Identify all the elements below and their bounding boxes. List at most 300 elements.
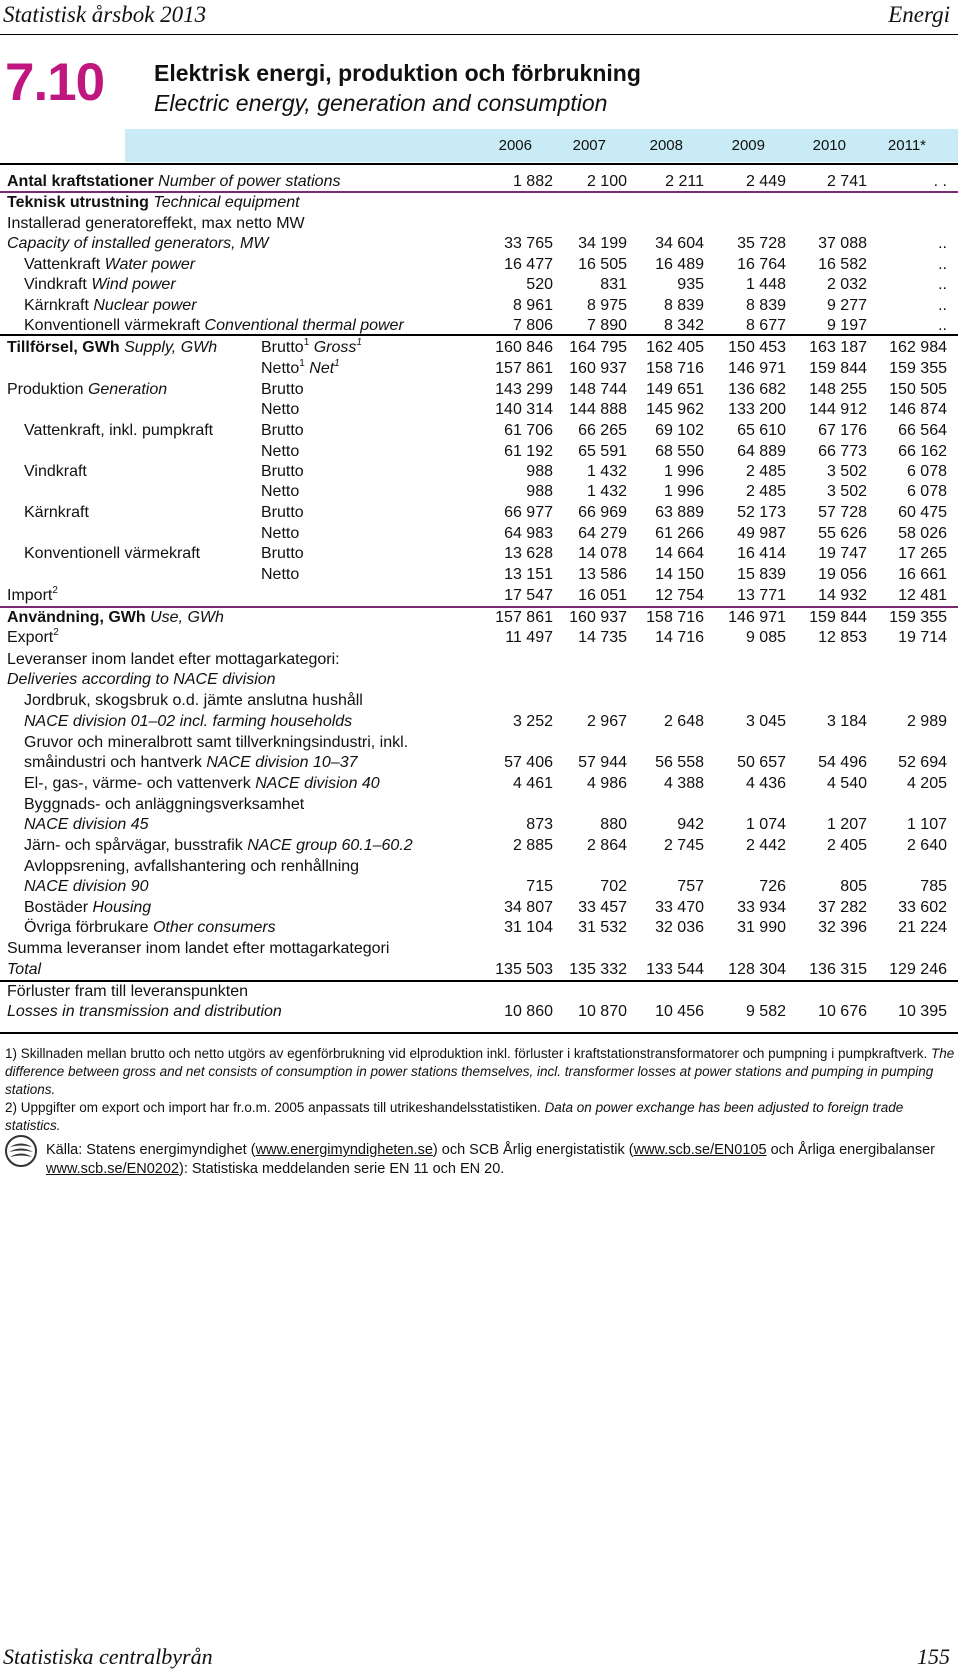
value-cell-2010: 9 277 (826, 297, 867, 314)
row-label (7, 586, 58, 606)
value-cell-2011: 1 107 (906, 816, 947, 833)
row-label (24, 815, 149, 835)
year-2007: 2007 (572, 137, 606, 154)
value-cell-2009: 50 657 (737, 754, 786, 771)
footnote-2 (5, 1099, 955, 1135)
row-label-sv: Vindkraft (24, 463, 87, 480)
table-row (0, 712, 958, 732)
row-label-sv: Teknisk utrustning (7, 194, 149, 211)
value-cell-2011: 129 246 (889, 961, 947, 978)
value-cell-2007: 831 (600, 276, 627, 293)
gross-net-sv: Netto (261, 443, 300, 460)
scb-logo-icon (4, 1134, 38, 1168)
value-cell-2007: 160 937 (569, 360, 627, 377)
value-cell-2007: 14 078 (578, 545, 627, 562)
row-label (7, 214, 305, 234)
table-row (0, 918, 958, 938)
value-cell-2011: 159 355 (889, 609, 947, 626)
value-cell-2006: 8 961 (512, 297, 553, 314)
table-row (0, 359, 958, 379)
value-cell-2006: 33 765 (504, 235, 553, 252)
value-cell-2011: .. (938, 297, 947, 314)
table-row (0, 503, 958, 523)
table-row (0, 524, 958, 544)
table-rule (0, 606, 958, 608)
gross-net-label (261, 400, 299, 420)
value-cell-2008: 56 558 (655, 754, 704, 771)
value-cell-2008: 942 (677, 816, 704, 833)
gross-net-label (261, 338, 362, 358)
row-label (7, 982, 248, 1002)
value-cell-2010: 805 (840, 878, 867, 895)
value-cell-2006: 873 (526, 816, 553, 833)
row-label-sv: El-, gas-, värme- och vattenverk (24, 775, 251, 792)
gross-net-sv: Brutto (261, 422, 304, 439)
gross-net-label (261, 462, 304, 482)
row-label-sv: Installerad generatoreffekt, max netto MW (7, 215, 305, 232)
row-label (24, 316, 404, 336)
row-label-en: NACE division 01–02 incl. farming households (24, 713, 353, 730)
value-cell-2011: 159 355 (889, 360, 947, 377)
row-label-sv: Järn- och spårvägar, busstrafik (24, 837, 243, 854)
value-cell-2009: 1 074 (745, 816, 786, 833)
row-label-sv: Avloppsrening, avfallshantering och renhållning (24, 858, 360, 875)
row-label-sv: Kärnkraft (24, 297, 89, 314)
table-rule (0, 334, 958, 336)
value-cell-2011: 2 989 (906, 713, 947, 730)
table-row (0, 275, 958, 295)
gross-net-label (261, 359, 340, 379)
value-cell-2006: 140 314 (495, 401, 553, 418)
value-cell-2008: 935 (677, 276, 704, 293)
row-label (24, 296, 197, 316)
row-label (7, 172, 340, 192)
row-label-en: Deliveries according to NACE division (7, 671, 276, 688)
gross-net-sv: Brutto (261, 463, 304, 480)
value-cell-2011: 6 078 (906, 463, 947, 480)
row-label (7, 939, 389, 959)
value-cell-2009: 128 304 (728, 961, 786, 978)
page-number: 155 (917, 1644, 950, 1669)
gross-net-sv: Netto (261, 483, 300, 500)
value-cell-2006: 13 628 (504, 545, 553, 562)
table-row (0, 795, 958, 815)
value-cell-2008: 2 745 (663, 837, 704, 854)
row-label-en: Total (7, 961, 42, 978)
row-label (24, 898, 151, 918)
value-cell-2007: 65 591 (578, 443, 627, 460)
row-label (24, 857, 359, 877)
gross-net-sv: Brutto (261, 504, 304, 521)
value-cell-2011: 785 (920, 878, 947, 895)
row-label (24, 691, 363, 711)
row-label-en: NACE division 10–37 (206, 754, 358, 771)
row-label-en: Supply, GWh (124, 339, 218, 356)
value-cell-2011: 4 205 (906, 775, 947, 792)
header-right: Energi (888, 2, 950, 27)
row-label (7, 234, 268, 254)
gross-net-sv: Netto (261, 401, 300, 418)
row-label-en: NACE division 90 (24, 878, 149, 895)
value-cell-2010: 3 184 (826, 713, 867, 730)
gross-net-label (261, 524, 299, 544)
value-cell-2007: 7 890 (586, 317, 627, 334)
value-cell-2008: 12 754 (655, 587, 704, 604)
table-row (0, 255, 958, 275)
table-row (0, 960, 958, 980)
row-label-en: Losses in transmission and distribution (7, 1003, 282, 1020)
table-row (0, 753, 958, 773)
value-cell-2011: . . (933, 173, 947, 190)
value-cell-2010: 2 741 (826, 173, 867, 190)
value-cell-2006: 17 547 (504, 587, 553, 604)
table-row (0, 316, 958, 336)
row-label-sv: Produktion (7, 381, 84, 398)
row-label-sv: småindustri och hantverk (24, 754, 202, 771)
value-cell-2006: 3 252 (512, 713, 553, 730)
value-cell-2010: 2 032 (826, 276, 867, 293)
value-cell-2006: 1 882 (512, 173, 553, 190)
footnote-ref: 2 (53, 626, 59, 638)
table-row (0, 650, 958, 670)
value-cell-2009: 150 453 (728, 339, 786, 356)
value-cell-2008: 33 470 (655, 899, 704, 916)
value-cell-2009: 136 682 (728, 381, 786, 398)
row-label (7, 608, 224, 628)
value-cell-2009: 133 200 (728, 401, 786, 418)
value-cell-2007: 57 944 (578, 754, 627, 771)
row-label-en: Other consumers (152, 919, 276, 936)
value-cell-2011: 12 481 (898, 587, 947, 604)
table-row (0, 608, 958, 628)
title-swedish: Elektrisk energi, produktion och förbrukning (154, 60, 641, 86)
value-cell-2006: 4 461 (512, 775, 553, 792)
value-cell-2007: 10 870 (578, 1003, 627, 1020)
value-cell-2009: 35 728 (737, 235, 786, 252)
value-cell-2010: 19 056 (818, 566, 867, 583)
value-cell-2010: 12 853 (818, 629, 867, 646)
value-cell-2007: 31 532 (578, 919, 627, 936)
table-row (0, 1002, 958, 1022)
footnote-1-en: The difference between gross and net consists of consumption in power stations themselves, incl. transformer losses at power stations and pumping in pumping stations. (5, 1046, 955, 1097)
value-cell-2009: 146 971 (728, 360, 786, 377)
value-cell-2009: 2 485 (745, 463, 786, 480)
source-text-1: Källa: Statens energimyndighet ( (46, 1142, 256, 1158)
table-row (0, 982, 958, 1002)
value-cell-2009: 2 442 (745, 837, 786, 854)
value-cell-2006: 13 151 (504, 566, 553, 583)
value-cell-2010: 57 728 (818, 504, 867, 521)
value-cell-2006: 10 860 (504, 1003, 553, 1020)
value-cell-2007: 702 (600, 878, 627, 895)
value-cell-2006: 715 (526, 878, 553, 895)
value-cell-2010: 148 255 (809, 381, 867, 398)
footnote-ref: 1 (334, 357, 340, 369)
value-cell-2006: 61 192 (504, 443, 553, 460)
row-label-sv: Import (7, 587, 53, 604)
value-cell-2011: 60 475 (898, 504, 947, 521)
value-cell-2010: 163 187 (809, 339, 867, 356)
value-cell-2008: 757 (677, 878, 704, 895)
row-label-sv: Konventionell värmekraft (24, 317, 201, 334)
value-cell-2010: 66 773 (818, 443, 867, 460)
value-cell-2008: 162 405 (646, 339, 704, 356)
value-cell-2008: 16 489 (655, 256, 704, 273)
value-cell-2008: 1 996 (663, 483, 704, 500)
row-label-sv: Leveranser inom landet efter mottagarkategori: (7, 651, 340, 668)
value-cell-2006: 7 806 (512, 317, 553, 334)
value-cell-2009: 146 971 (728, 609, 786, 626)
row-label-sv: Export (7, 629, 54, 646)
row-label-sv: Konventionell värmekraft (24, 545, 201, 562)
table-rule (0, 191, 958, 193)
value-cell-2008: 63 889 (655, 504, 704, 521)
gross-net-en: Gross (313, 339, 357, 356)
row-label-en: NACE group 60.1–60.2 (247, 837, 413, 854)
value-cell-2007: 66 265 (578, 422, 627, 439)
table-row (0, 482, 958, 502)
value-cell-2006: 11 497 (505, 629, 553, 646)
value-cell-2010: 37 088 (818, 235, 867, 252)
row-label-sv: Summa leveranser inom landet efter mottagarkategori (7, 940, 390, 957)
value-cell-2008: 34 604 (655, 235, 704, 252)
value-cell-2007: 880 (600, 816, 627, 833)
value-cell-2011: 66 162 (898, 443, 947, 460)
year-2011: 2011* (887, 137, 926, 154)
value-cell-2008: 158 716 (646, 609, 704, 626)
row-label (24, 275, 176, 295)
row-label-en: Housing (92, 899, 152, 916)
value-cell-2010: 54 496 (818, 754, 867, 771)
table-row (0, 815, 958, 835)
row-label (24, 462, 87, 482)
table-row (0, 193, 958, 213)
row-label (7, 960, 41, 980)
row-label-sv: Antal kraftstationer (7, 173, 154, 190)
value-cell-2006: 157 861 (495, 609, 553, 626)
value-cell-2008: 8 839 (663, 297, 704, 314)
value-cell-2011: 150 505 (889, 381, 947, 398)
value-cell-2006: 34 807 (504, 899, 553, 916)
table-row (0, 733, 958, 753)
value-cell-2007: 13 586 (578, 566, 627, 583)
value-cell-2008: 2 211 (665, 173, 704, 190)
value-cell-2010: 2 405 (826, 837, 867, 854)
value-cell-2011: 146 874 (889, 401, 947, 418)
table-row (0, 836, 958, 856)
value-cell-2009: 2 485 (745, 483, 786, 500)
value-cell-2010: 144 912 (809, 401, 867, 418)
gross-net-sv: Netto (261, 525, 300, 542)
table-row (0, 442, 958, 462)
value-cell-2007: 2 100 (586, 173, 627, 190)
gross-net-label (261, 565, 299, 585)
row-label (24, 836, 413, 856)
value-cell-2008: 8 342 (663, 317, 704, 334)
row-label (7, 338, 217, 358)
gross-net-label (261, 482, 299, 502)
value-cell-2006: 61 706 (504, 422, 553, 439)
table-row (0, 214, 958, 234)
value-cell-2011: 33 602 (898, 899, 947, 916)
row-label (24, 918, 276, 938)
value-cell-2011: 66 564 (898, 422, 947, 439)
value-cell-2008: 14 150 (655, 566, 704, 583)
row-label-sv: Bostäder (24, 899, 89, 916)
value-cell-2009: 15 839 (737, 566, 786, 583)
footnote-2-sv: 2) Uppgifter om export och import har fr.o.m. 2005 anpassats till utrikeshandelsstatistiken. (5, 1100, 541, 1115)
value-cell-2007: 8 975 (586, 297, 627, 314)
row-label (24, 544, 200, 564)
value-cell-2006: 31 104 (504, 919, 553, 936)
value-cell-2011: 21 224 (898, 919, 947, 936)
table-row (0, 380, 958, 400)
value-cell-2009: 52 173 (737, 504, 786, 521)
row-label-en: Use, GWh (150, 609, 224, 626)
value-cell-2010: 10 676 (818, 1003, 867, 1020)
header-left: Statistisk årsbok 2013 (3, 2, 207, 27)
gross-net-en: Net (309, 360, 335, 377)
value-cell-2006: 143 299 (495, 381, 553, 398)
value-cell-2011: 58 026 (898, 525, 947, 542)
value-cell-2007: 4 986 (586, 775, 627, 792)
table-number: 7.10 (5, 53, 105, 112)
row-label (24, 421, 213, 441)
row-label-en: Nuclear power (93, 297, 197, 314)
value-cell-2007: 135 332 (569, 961, 627, 978)
value-cell-2008: 61 266 (655, 525, 704, 542)
source-note (46, 1141, 951, 1179)
source-link-en0105[interactable]: www.scb.se/EN0105 (633, 1142, 767, 1158)
value-cell-2008: 14 664 (655, 545, 704, 562)
table-rule (0, 980, 958, 982)
table-row (0, 628, 958, 648)
gross-net-label (261, 380, 304, 400)
row-label-en: Technical equipment (153, 194, 300, 211)
value-cell-2009: 2 449 (745, 173, 786, 190)
value-cell-2007: 16 505 (578, 256, 627, 273)
row-label-en: Water power (104, 256, 196, 273)
value-cell-2007: 2 864 (586, 837, 627, 854)
value-cell-2007: 14 735 (578, 629, 627, 646)
year-2010: 2010 (812, 137, 846, 154)
value-cell-2006: 988 (526, 483, 553, 500)
row-label-sv: Byggnads- och anläggningsverksamhet (24, 796, 305, 813)
footer-publisher: Statistiska centralbyrån (3, 1644, 213, 1669)
value-cell-2010: 16 582 (818, 256, 867, 273)
row-label (7, 670, 276, 690)
value-cell-2009: 4 436 (745, 775, 786, 792)
footnote-2-en: Data on power exchange has been adjusted to foreign trade statistics. (5, 1100, 904, 1133)
value-cell-2009: 8 677 (745, 317, 786, 334)
table-row (0, 939, 958, 959)
row-label (7, 628, 59, 648)
table-row (0, 877, 958, 897)
gross-net-sv: Netto (261, 566, 300, 583)
value-cell-2010: 9 197 (826, 317, 867, 334)
row-label (24, 795, 304, 815)
value-cell-2008: 14 716 (655, 629, 704, 646)
value-cell-2011: 16 661 (898, 566, 947, 583)
value-cell-2010: 55 626 (818, 525, 867, 542)
value-cell-2007: 164 795 (569, 339, 627, 356)
table-row (0, 421, 958, 441)
row-label-sv: Jordbruk, skogsbruk o.d. jämte anslutna hushåll (24, 692, 363, 709)
value-cell-2011: .. (938, 317, 947, 334)
footnote-1-sv: 1) Skillnaden mellan brutto och netto utgörs av egenförbrukning vid elproduktion inkl. förluster i kraftstationstransformatorer och pumpning i pumpkraftverk. (5, 1046, 928, 1061)
value-cell-2007: 2 967 (586, 713, 627, 730)
row-label-en: Number of power stations (158, 173, 341, 190)
row-label-sv: Gruvor och mineralbrott samt tillverkningsindustri, inkl. (24, 734, 409, 751)
source-link-en0202[interactable]: www.scb.se/EN0202 (46, 1161, 179, 1177)
value-cell-2007: 34 199 (578, 235, 627, 252)
value-cell-2009: 16 414 (737, 545, 786, 562)
value-cell-2009: 16 764 (737, 256, 786, 273)
table-row (0, 172, 958, 192)
value-cell-2007: 148 744 (569, 381, 627, 398)
value-cell-2006: 160 846 (495, 339, 553, 356)
value-cell-2007: 1 432 (586, 483, 627, 500)
footnote-ref: 1 (356, 336, 362, 348)
value-cell-2007: 144 888 (569, 401, 627, 418)
value-cell-2011: 10 395 (898, 1003, 947, 1020)
value-cell-2006: 2 885 (512, 837, 553, 854)
footnote-ref: 1 (303, 336, 310, 348)
row-label (7, 650, 340, 670)
table-rule (0, 1032, 958, 1034)
value-cell-2010: 37 282 (818, 899, 867, 916)
value-cell-2009: 65 610 (737, 422, 786, 439)
title-english: Electric energy, generation and consumption (154, 90, 608, 116)
value-cell-2007: 1 432 (586, 463, 627, 480)
row-label-en: Conventional thermal power (204, 317, 404, 334)
value-cell-2008: 133 544 (646, 961, 704, 978)
value-cell-2006: 66 977 (504, 504, 553, 521)
row-label-en: NACE division 45 (24, 816, 149, 833)
value-cell-2010: 67 176 (818, 422, 867, 439)
value-cell-2008: 4 388 (663, 775, 704, 792)
year-2008: 2008 (649, 137, 683, 154)
footnote-1 (5, 1045, 955, 1099)
gross-net-label (261, 503, 304, 523)
row-label (7, 1002, 282, 1022)
value-cell-2011: 17 265 (898, 545, 947, 562)
gross-net-label (261, 442, 299, 462)
value-cell-2009: 726 (759, 878, 786, 895)
value-cell-2010: 159 844 (809, 609, 867, 626)
value-cell-2009: 9 582 (745, 1003, 786, 1020)
row-label (7, 193, 300, 213)
value-cell-2011: .. (938, 256, 947, 273)
value-cell-2009: 64 889 (737, 443, 786, 460)
row-label-sv: Tillförsel, GWh (7, 339, 120, 356)
value-cell-2010: 3 502 (826, 483, 867, 500)
value-cell-2010: 136 315 (809, 961, 867, 978)
value-cell-2009: 13 771 (737, 587, 786, 604)
row-label-sv: Övriga förbrukare (24, 919, 149, 936)
row-label-sv: Vattenkraft, inkl. pumpkraft (24, 422, 214, 439)
value-cell-2011: .. (938, 276, 947, 293)
gross-net-label (261, 544, 304, 564)
source-text-2: ) och SCB Årlig energistatistik ( (432, 1142, 634, 1158)
row-label (24, 255, 195, 275)
value-cell-2007: 33 457 (578, 899, 627, 916)
row-label (24, 774, 380, 794)
source-link-energimyndigheten[interactable]: www.energimyndigheten.se (255, 1142, 433, 1158)
gross-net-sv: Netto (261, 360, 300, 377)
value-cell-2007: 66 969 (578, 504, 627, 521)
value-cell-2010: 159 844 (809, 360, 867, 377)
